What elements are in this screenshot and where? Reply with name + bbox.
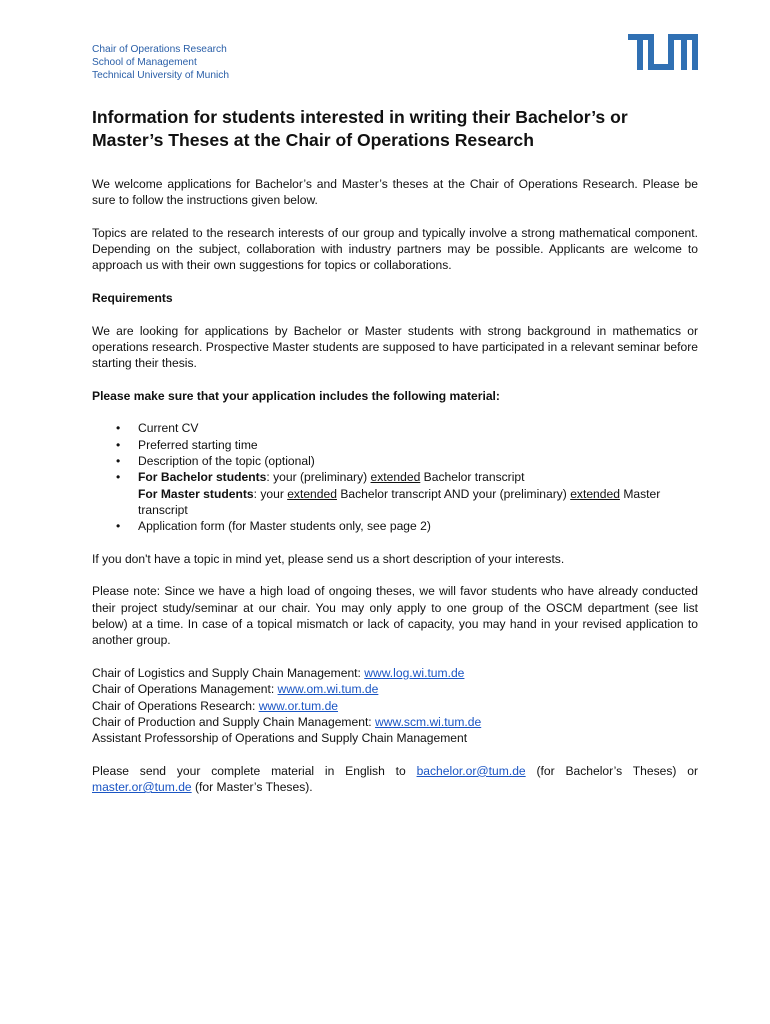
document-body bbox=[92, 106, 698, 812]
bullet-icon: • bbox=[116, 470, 121, 485]
no-topic-paragraph: If you don't have a topic in mind yet, please send us a short description of your interests. bbox=[92, 551, 565, 566]
requirements-paragraph: We are looking for applications by Bachelor or Master students with strong background in mathematics or operations research. Prospective Master students are supposed to have participated in a relevant seminar before starting their thesis. bbox=[92, 323, 698, 371]
list-item: • Application form (for Master students only, see page 2) bbox=[116, 519, 431, 534]
chairs-list bbox=[92, 665, 698, 746]
list-item-transcripts: • For Bachelor students: your (preliminary) extended Bachelor transcript For Master students: your extended Bachelor transcript AND your (preliminary) extended Master transcript bbox=[116, 470, 661, 517]
master-email-link[interactable]: master.or@tum.de bbox=[92, 779, 192, 794]
list-item: • Description of the topic (optional) bbox=[116, 454, 315, 469]
om-link[interactable]: www.om.wi.tum.de bbox=[277, 682, 379, 697]
topics-paragraph: Topics are related to the research interests of our group and typically involve a strong mathematical component. Depending on the subject, collaboration with industry partners may be possible. Applicants are welcome to approach us with their own suggestions for topics or collaborations. bbox=[92, 225, 698, 273]
or-link[interactable]: www.or.tum.de bbox=[258, 698, 339, 713]
bullet-icon: • bbox=[116, 421, 121, 436]
header-chair: Chair of Operations Research bbox=[92, 44, 227, 55]
tum-logo bbox=[628, 34, 698, 70]
intro-paragraph: We welcome applications for Bachelor’s and Master’s theses at the Chair of Operations Research. Please be sure to follow the instructions given below. bbox=[92, 177, 698, 208]
bachelor-email-link[interactable]: bachelor.or@tum.de bbox=[416, 763, 526, 778]
institution-header bbox=[92, 43, 229, 82]
requirements-heading: Requirements bbox=[92, 291, 173, 306]
header-school: School of Management bbox=[92, 57, 197, 68]
scm-link[interactable]: www.scm.wi.tum.de bbox=[375, 714, 482, 729]
list-item: • Current CV bbox=[116, 421, 199, 436]
list-item: • Preferred starting time bbox=[116, 437, 258, 452]
chair-line: Assistant Professorship of Operations and Supply Chain Management bbox=[92, 731, 468, 746]
material-list bbox=[92, 420, 698, 534]
bullet-icon: • bbox=[116, 454, 121, 469]
bullet-icon: • bbox=[116, 519, 121, 534]
master-label: For Master students bbox=[138, 486, 254, 501]
chair-line: Chair of Operations Management: www.om.wi.tum.de bbox=[92, 682, 379, 697]
note-paragraph: Please note: Since we have a high load of ongoing theses, we will favor students who have already conducted their project study/seminar at our chair. You may only apply to one group of the OSCM department (see list below) at a time. In case of a topical mismatch or lack of capacity, you may hand in your revised application to another group. bbox=[92, 584, 698, 648]
chair-line: Chair of Operations Research: www.or.tum.de bbox=[92, 698, 339, 713]
page-title: Information for students interested in writing their Bachelor’s or Master’s Theses at the Chair of Operations Research bbox=[92, 107, 628, 150]
closing-paragraph: Please send your complete material in English to bachelor.or@tum.de (for Bachelor’s Theses) or master.or@tum.de (for Master’s Theses). bbox=[92, 763, 699, 794]
header-university: Technical University of Munich bbox=[92, 70, 230, 81]
bachelor-label: For Bachelor students bbox=[138, 470, 267, 485]
chair-line: Chair of Production and Supply Chain Management: www.scm.wi.tum.de bbox=[92, 714, 482, 729]
bullet-icon: • bbox=[116, 437, 121, 452]
material-heading: Please make sure that your application includes the following material: bbox=[92, 388, 500, 403]
chair-line: Chair of Logistics and Supply Chain Management: www.log.wi.tum.de bbox=[92, 665, 465, 680]
log-link[interactable]: www.log.wi.tum.de bbox=[364, 665, 465, 680]
